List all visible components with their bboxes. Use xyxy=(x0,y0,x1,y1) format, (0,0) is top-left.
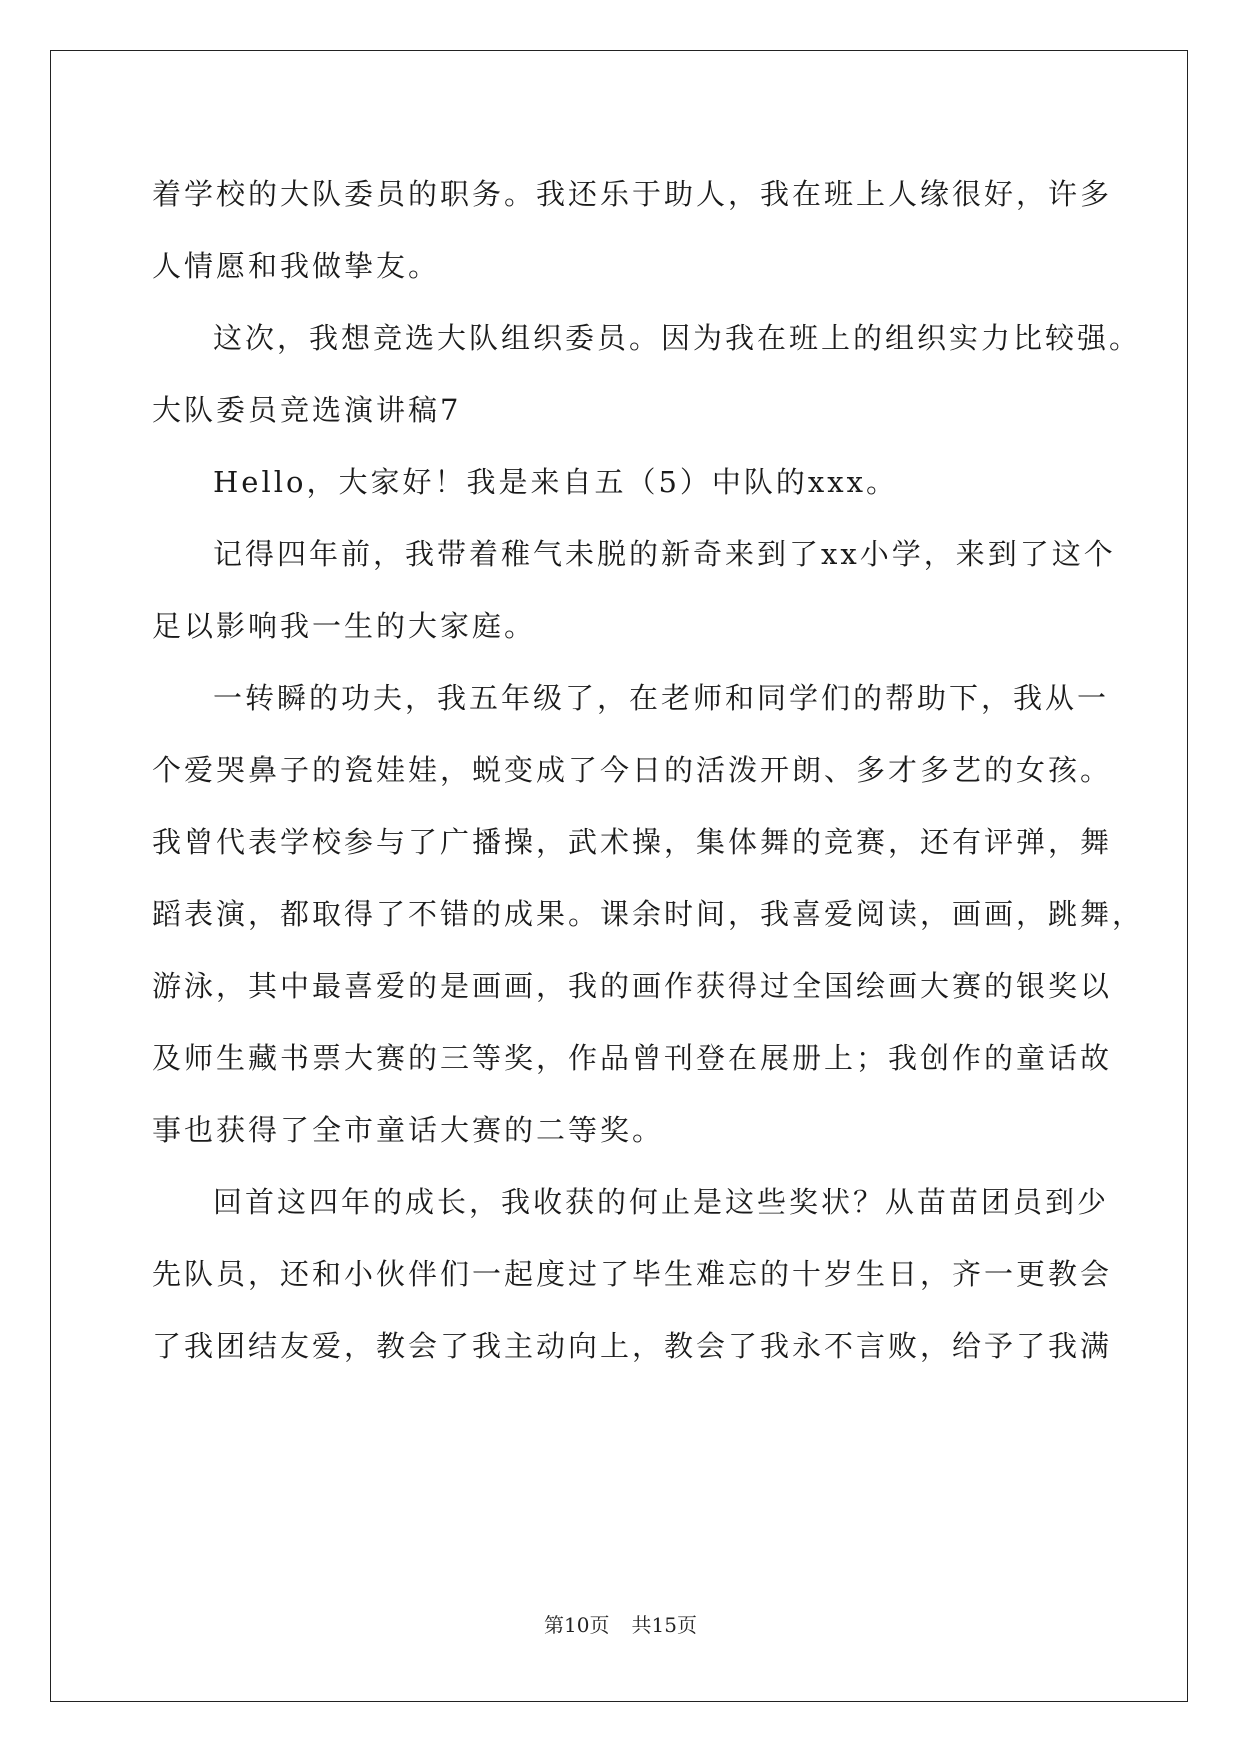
document-body xyxy=(152,158,1145,1382)
text-line: 人情愿和我做挚友。 xyxy=(152,249,441,283)
text-line: 一转瞬的功夫，我五年级了，在老师和同学们的帮助下，我从一 xyxy=(213,681,1110,715)
text-line: Hello，大家好！我是来自五（5）中队的xxx。 xyxy=(213,465,898,499)
text-line: 记得四年前，我带着稚气未脱的新奇来到了xx小学，来到了这个 xyxy=(213,537,1116,571)
text-line: 游泳，其中最喜爱的是画画，我的画作获得过全国绘画大赛的银奖以 xyxy=(152,969,1113,1003)
text-line: 先队员，还和小伙伴们一起度过了毕生难忘的十岁生日，齐一更教会 xyxy=(152,1257,1113,1291)
text-line: 回首这四年的成长，我收获的何止是这些奖状？从苗苗团员到少 xyxy=(213,1185,1110,1219)
text-line: 及师生藏书票大赛的三等奖，作品曾刊登在展册上；我创作的童话故 xyxy=(152,1041,1113,1075)
text-line: 蹈表演，都取得了不错的成果。课余时间，我喜爱阅读，画画，跳舞， xyxy=(152,897,1145,931)
section-heading: 大队委员竞选演讲稿7 xyxy=(152,393,462,427)
page-total: 共15页 xyxy=(631,1613,697,1637)
text-line: 了我团结友爱，教会了我主动向上，教会了我永不言败，给予了我满 xyxy=(152,1329,1113,1363)
text-line: 事也获得了全市童话大赛的二等奖。 xyxy=(152,1113,665,1147)
text-line: 我曾代表学校参与了广播操，武术操，集体舞的竞赛，还有评弹，舞 xyxy=(152,825,1113,859)
text-line: 个爱哭鼻子的瓷娃娃，蜕变成了今日的活泼开朗、多才多艺的女孩。 xyxy=(152,753,1113,787)
text-line: 这次，我想竞选大队组织委员。因为我在班上的组织实力比较强。 xyxy=(213,321,1142,355)
page-number: 第10页 xyxy=(544,1613,610,1637)
text-line: 足以影响我一生的大家庭。 xyxy=(152,609,537,643)
text-line: 着学校的大队委员的职务。我还乐于助人，我在班上人缘很好，许多 xyxy=(152,177,1113,211)
page-footer xyxy=(0,1612,1241,1638)
